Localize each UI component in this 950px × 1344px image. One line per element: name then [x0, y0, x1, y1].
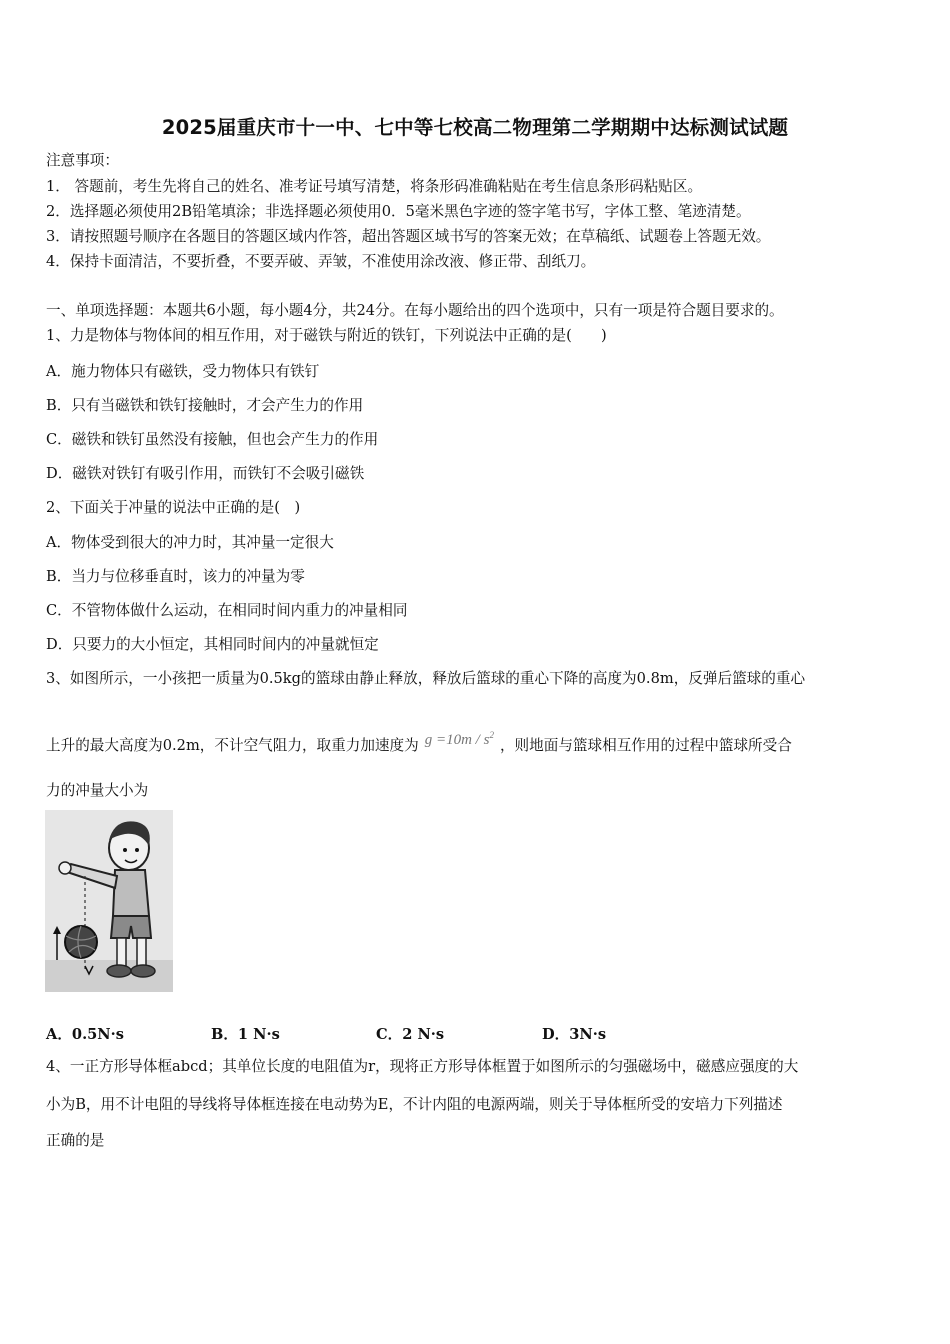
q1-option-a: A．施力物体只有磁铁，受力物体只有铁钉: [46, 363, 320, 380]
q2-option-b: B．当力与位移垂直时，该力的冲量为零: [46, 568, 305, 585]
q1-stem: 1、力是物体与物体间的相互作用，对于磁铁与附近的铁钉，下列说法中正确的是( ): [46, 327, 607, 344]
boy-dropping-basketball-figure: [45, 810, 173, 992]
q4-stem-line1: 4、一正方形导体框abcd；其单位长度的电阻值为r，现将正方形导体框置于如图所示的匀强磁场中，磁感应强度的大: [46, 1058, 799, 1075]
q2-option-d: D．只要力的大小恒定，其相同时间内的冲量就恒定: [46, 636, 379, 653]
notice-heading: 注意事项：: [46, 152, 119, 169]
q4-stem-line2: 小为B，用不计电阻的导线将导体框连接在电动势为E，不计内阻的电源两端，则关于导体框所受的安培力下列描述: [46, 1096, 783, 1113]
q1-option-d: D．磁铁对铁钉有吸引作用，而铁钉不会吸引磁铁: [46, 465, 365, 482]
q3-option-b: B．1 N·s: [211, 1026, 280, 1043]
q2-stem: 2、下面关于冲量的说法中正确的是( ): [46, 499, 301, 516]
q3-option-c: C．2 N·s: [376, 1026, 445, 1043]
q1-option-c: C．磁铁和铁钉虽然没有接触，但也会产生力的作用: [46, 431, 379, 448]
gravity-formula-exponent: 2: [489, 730, 494, 740]
gravity-formula-base: g =10m / s: [424, 732, 490, 748]
section-heading: 一、单项选择题：本题共6小题，每小题4分，共24分。在每小题给出的四个选项中，只有一项是符合题目要求的。: [46, 302, 784, 319]
q3-stem-line2: [46, 731, 792, 756]
q3-stem-line3: 力的冲量大小为: [46, 782, 149, 799]
notice-item-4: 4．保持卡面清洁，不要折叠，不要弄破、弄皱，不准使用涂改液、修正带、刮纸刀。: [46, 253, 596, 270]
q3-option-a: A．0.5N·s: [46, 1026, 124, 1043]
notice-item-3: 3．请按照题号顺序在各题目的答题区域内作答，超出答题区域书写的答案无效；在草稿纸、试题卷上答题无效。: [46, 228, 771, 245]
q3-stem-line2-end: ，则地面与篮球相互作用的过程中篮球所受合: [499, 737, 792, 754]
q2-option-a: A．物体受到很大的冲力时，其冲量一定很大: [46, 534, 334, 551]
q3-option-d: D．3N·s: [542, 1026, 607, 1043]
q2-option-c: C．不管物体做什么运动，在相同时间内重力的冲量相同: [46, 602, 408, 619]
q1-option-b: B．只有当磁铁和铁钉接触时，才会产生力的作用: [46, 397, 364, 414]
q3-stem-line2-start: 上升的最大高度为0.2m，不计空气阻力，取重力加速度为: [46, 737, 419, 754]
q3-stem-line1: 3、如图所示，一小孩把一质量为0.5kg的篮球由静止释放，释放后篮球的重心下降的高度为0.8m，反弹后篮球的重心: [46, 670, 806, 687]
q4-stem-line3: 正确的是: [46, 1132, 105, 1149]
notice-item-1: 1． 答题前，考生先将自己的姓名、准考证号填写清楚，将条形码准确粘贴在考生信息条形码粘贴区。: [46, 178, 703, 195]
gravity-formula: [419, 732, 500, 748]
page-title: 2025届重庆市十一中、七中等七校高二物理第二学期期中达标测试试题: [161, 116, 789, 139]
notice-item-2: 2．选择题必须使用2B铅笔填涂；非选择题必须使用0．5毫米黑色字迹的签字笔书写，字体工整、笔迹清楚。: [46, 203, 751, 220]
